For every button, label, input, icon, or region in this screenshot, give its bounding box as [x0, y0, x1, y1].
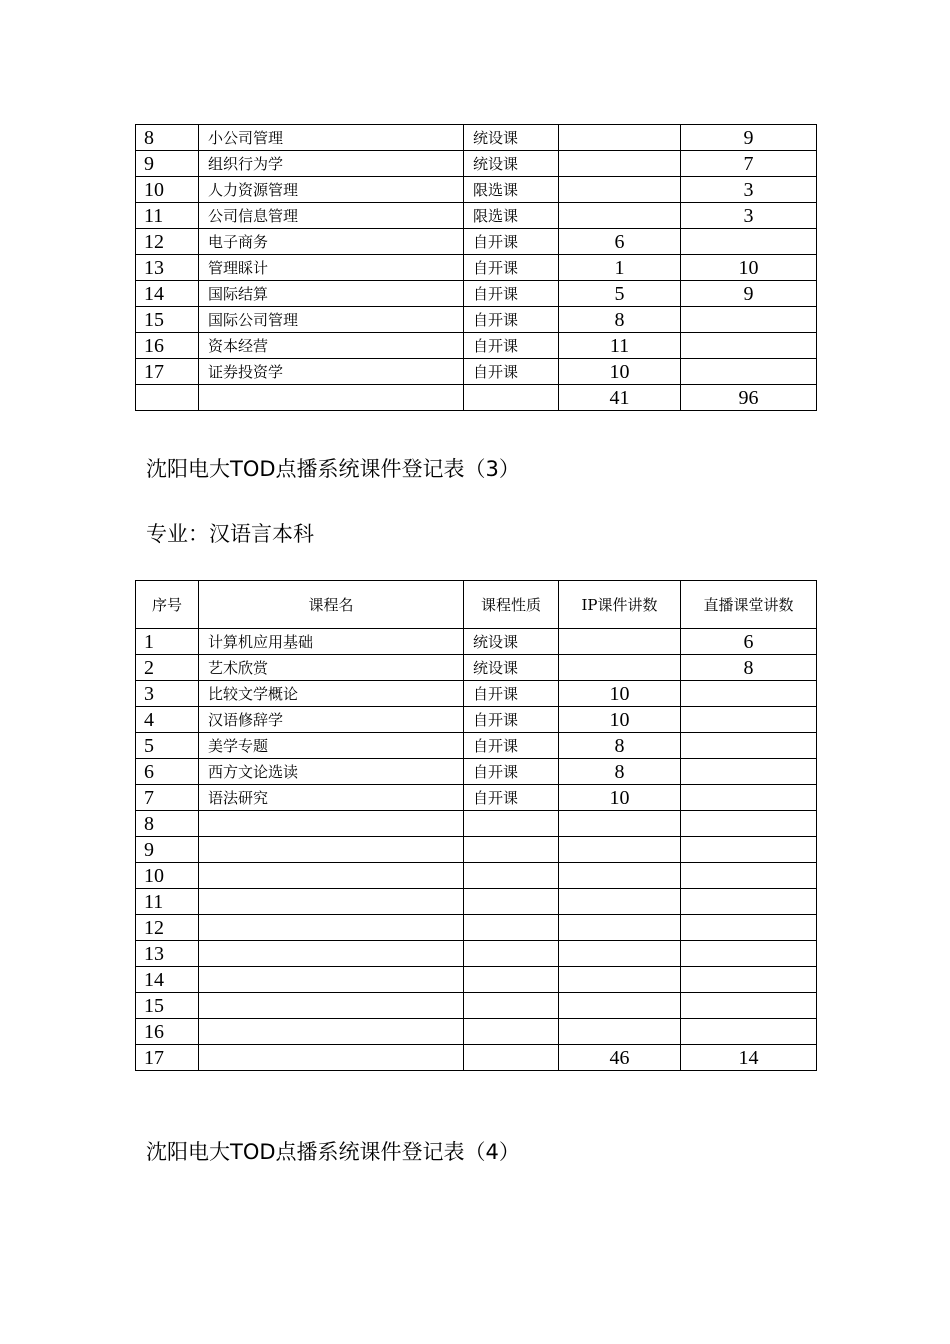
cell-live-lectures: 96 — [681, 385, 817, 411]
cell-course-type — [464, 941, 559, 967]
table-row — [136, 915, 817, 941]
cell-course-name: 语法研究 — [199, 785, 464, 811]
cell-no: 5 — [136, 733, 199, 759]
cell-course-name: 汉语修辞学 — [199, 707, 464, 733]
cell-course-type — [464, 889, 559, 915]
cell-ip-lectures: 8 — [559, 307, 681, 333]
cell-ip-lectures: 5 — [559, 281, 681, 307]
cell-course-name — [199, 811, 464, 837]
cell-no: 17 — [136, 359, 199, 385]
cell-no: 12 — [136, 915, 199, 941]
cell-ip-lectures — [559, 629, 681, 655]
cell-no: 16 — [136, 1019, 199, 1045]
cell-no: 4 — [136, 707, 199, 733]
cell-course-name: 西方文论选读 — [199, 759, 464, 785]
cell-course-type: 自开课 — [464, 255, 559, 281]
cell-course-name — [199, 1045, 464, 1071]
table-header-row — [136, 581, 817, 629]
table-row — [136, 385, 817, 411]
cell-no: 3 — [136, 681, 199, 707]
cell-course-name — [199, 863, 464, 889]
cell-live-lectures — [681, 889, 817, 915]
cell-ip-lectures: 46 — [559, 1045, 681, 1071]
table-row — [136, 255, 817, 281]
cell-ip-lectures: 10 — [559, 707, 681, 733]
cell-ip-lectures: 11 — [559, 333, 681, 359]
cell-no: 2 — [136, 655, 199, 681]
cell-course-type: 自开课 — [464, 785, 559, 811]
cell-ip-lectures — [559, 151, 681, 177]
course-table-chinese-language-body — [136, 629, 817, 1071]
cell-course-type — [464, 385, 559, 411]
header-course-type: 课程性质 — [464, 581, 559, 629]
cell-ip-lectures — [559, 915, 681, 941]
cell-ip-lectures — [559, 655, 681, 681]
cell-no: 10 — [136, 863, 199, 889]
table-row — [136, 281, 817, 307]
cell-course-name — [199, 1019, 464, 1045]
cell-live-lectures — [681, 941, 817, 967]
table-row — [136, 785, 817, 811]
cell-course-type — [464, 863, 559, 889]
cell-course-type — [464, 915, 559, 941]
cell-live-lectures — [681, 967, 817, 993]
cell-course-name: 国际公司管理 — [199, 307, 464, 333]
table-row — [136, 967, 817, 993]
cell-live-lectures: 10 — [681, 255, 817, 281]
cell-course-type: 自开课 — [464, 333, 559, 359]
cell-course-type: 自开课 — [464, 307, 559, 333]
table-row — [136, 125, 817, 151]
cell-ip-lectures — [559, 1019, 681, 1045]
cell-course-name: 国际结算 — [199, 281, 464, 307]
cell-course-name — [199, 385, 464, 411]
cell-course-name — [199, 967, 464, 993]
major-label: 专业：汉语言本科 — [146, 522, 314, 546]
cell-live-lectures — [681, 229, 817, 255]
cell-no: 6 — [136, 759, 199, 785]
cell-no: 16 — [136, 333, 199, 359]
table-row — [136, 177, 817, 203]
cell-no: 9 — [136, 151, 199, 177]
cell-course-name — [199, 941, 464, 967]
table-row — [136, 629, 817, 655]
cell-live-lectures — [681, 733, 817, 759]
cell-ip-lectures — [559, 993, 681, 1019]
cell-live-lectures: 14 — [681, 1045, 817, 1071]
table-row — [136, 1019, 817, 1045]
cell-course-name: 组织行为学 — [199, 151, 464, 177]
table-row — [136, 811, 817, 837]
cell-ip-lectures — [559, 863, 681, 889]
cell-no: 15 — [136, 307, 199, 333]
cell-ip-lectures — [559, 125, 681, 151]
cell-course-name — [199, 837, 464, 863]
cell-live-lectures — [681, 1019, 817, 1045]
cell-live-lectures — [681, 759, 817, 785]
cell-live-lectures — [681, 785, 817, 811]
cell-no: 9 — [136, 837, 199, 863]
cell-no: 14 — [136, 281, 199, 307]
cell-ip-lectures: 8 — [559, 759, 681, 785]
cell-no: 12 — [136, 229, 199, 255]
cell-ip-lectures: 8 — [559, 733, 681, 759]
cell-course-name: 美学专题 — [199, 733, 464, 759]
course-table-continued-body — [136, 125, 817, 411]
cell-live-lectures — [681, 993, 817, 1019]
cell-no: 11 — [136, 203, 199, 229]
cell-ip-lectures — [559, 177, 681, 203]
table-row — [136, 229, 817, 255]
header-live-lectures: 直播课堂讲数 — [681, 581, 817, 629]
cell-no: 13 — [136, 255, 199, 281]
cell-course-type: 自开课 — [464, 707, 559, 733]
table-row — [136, 863, 817, 889]
cell-no: 11 — [136, 889, 199, 915]
cell-course-name: 人力资源管理 — [199, 177, 464, 203]
cell-course-type — [464, 837, 559, 863]
header-no: 序号 — [136, 581, 199, 629]
cell-no: 8 — [136, 125, 199, 151]
course-table-continued — [135, 124, 817, 411]
cell-ip-lectures — [559, 837, 681, 863]
cell-course-name — [199, 993, 464, 1019]
cell-ip-lectures — [559, 889, 681, 915]
cell-live-lectures — [681, 681, 817, 707]
cell-live-lectures — [681, 863, 817, 889]
cell-ip-lectures — [559, 203, 681, 229]
cell-course-type: 统设课 — [464, 629, 559, 655]
cell-live-lectures — [681, 333, 817, 359]
cell-ip-lectures: 10 — [559, 681, 681, 707]
register-title-4: 沈阳电大TOD点播系统课件登记表（4） — [146, 1140, 520, 1164]
cell-course-type — [464, 1019, 559, 1045]
cell-no: 10 — [136, 177, 199, 203]
cell-course-name: 计算机应用基础 — [199, 629, 464, 655]
course-table-chinese-language — [135, 580, 817, 1071]
cell-live-lectures: 3 — [681, 203, 817, 229]
table-row — [136, 333, 817, 359]
cell-course-name: 管理睬计 — [199, 255, 464, 281]
cell-no: 7 — [136, 785, 199, 811]
cell-live-lectures: 8 — [681, 655, 817, 681]
table-row — [136, 993, 817, 1019]
cell-live-lectures — [681, 707, 817, 733]
cell-course-name: 小公司管理 — [199, 125, 464, 151]
cell-course-type: 自开课 — [464, 229, 559, 255]
cell-course-type: 自开课 — [464, 733, 559, 759]
table-row — [136, 151, 817, 177]
table-row — [136, 707, 817, 733]
cell-live-lectures — [681, 837, 817, 863]
cell-course-type: 自开课 — [464, 759, 559, 785]
table-row — [136, 655, 817, 681]
table-row — [136, 837, 817, 863]
cell-no: 13 — [136, 941, 199, 967]
cell-course-type: 限选课 — [464, 177, 559, 203]
table-row — [136, 733, 817, 759]
cell-live-lectures — [681, 915, 817, 941]
cell-course-name: 资本经营 — [199, 333, 464, 359]
cell-no: 15 — [136, 993, 199, 1019]
table-row — [136, 307, 817, 333]
cell-no: 1 — [136, 629, 199, 655]
cell-course-name: 电子商务 — [199, 229, 464, 255]
cell-course-type: 统设课 — [464, 125, 559, 151]
cell-course-type: 自开课 — [464, 281, 559, 307]
cell-course-type: 限选课 — [464, 203, 559, 229]
cell-no: 17 — [136, 1045, 199, 1071]
table-row — [136, 889, 817, 915]
cell-ip-lectures: 10 — [559, 359, 681, 385]
cell-no: 8 — [136, 811, 199, 837]
cell-ip-lectures: 41 — [559, 385, 681, 411]
cell-ip-lectures: 10 — [559, 785, 681, 811]
cell-no — [136, 385, 199, 411]
table-row — [136, 681, 817, 707]
table-row — [136, 203, 817, 229]
cell-course-name: 证券投资学 — [199, 359, 464, 385]
cell-live-lectures — [681, 811, 817, 837]
table-row — [136, 759, 817, 785]
cell-live-lectures: 6 — [681, 629, 817, 655]
cell-course-type: 自开课 — [464, 681, 559, 707]
cell-ip-lectures — [559, 811, 681, 837]
cell-ip-lectures: 6 — [559, 229, 681, 255]
cell-live-lectures: 7 — [681, 151, 817, 177]
cell-course-name: 公司信息管理 — [199, 203, 464, 229]
cell-no: 14 — [136, 967, 199, 993]
header-ip-lectures: IP课件讲数 — [559, 581, 681, 629]
cell-course-type — [464, 993, 559, 1019]
cell-live-lectures: 9 — [681, 125, 817, 151]
cell-ip-lectures — [559, 941, 681, 967]
cell-course-name: 比较文学概论 — [199, 681, 464, 707]
cell-course-type: 自开课 — [464, 359, 559, 385]
register-title-3: 沈阳电大TOD点播系统课件登记表（3） — [146, 457, 520, 481]
cell-live-lectures — [681, 307, 817, 333]
cell-course-type — [464, 967, 559, 993]
cell-live-lectures: 3 — [681, 177, 817, 203]
cell-live-lectures — [681, 359, 817, 385]
cell-course-type — [464, 1045, 559, 1071]
cell-course-name: 艺术欣赏 — [199, 655, 464, 681]
cell-course-type — [464, 811, 559, 837]
table-row — [136, 359, 817, 385]
cell-course-name — [199, 889, 464, 915]
table-row — [136, 941, 817, 967]
table-row — [136, 1045, 817, 1071]
header-course-name: 课程名 — [199, 581, 464, 629]
cell-course-name — [199, 915, 464, 941]
cell-ip-lectures: 1 — [559, 255, 681, 281]
cell-course-type: 统设课 — [464, 151, 559, 177]
cell-course-type: 统设课 — [464, 655, 559, 681]
cell-live-lectures: 9 — [681, 281, 817, 307]
cell-ip-lectures — [559, 967, 681, 993]
